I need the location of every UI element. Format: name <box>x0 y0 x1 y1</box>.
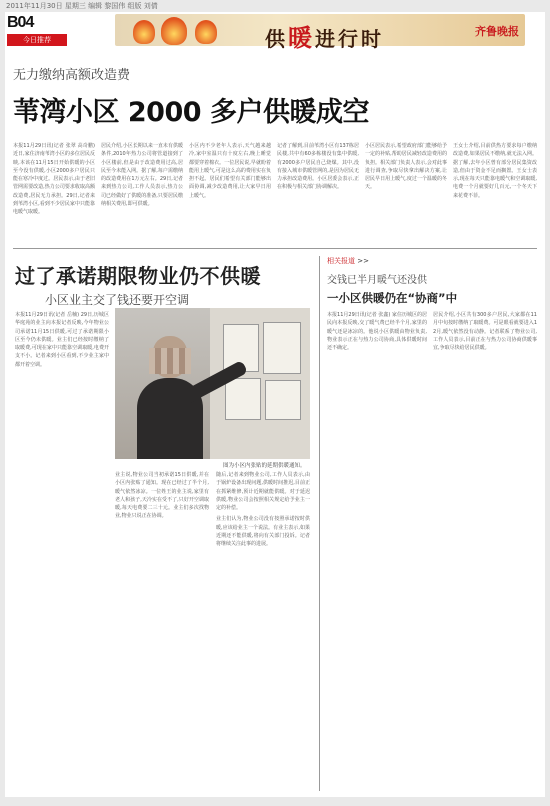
lower-column: 业主说,物业公司当初承诺15日供暖,并在小区内张贴了通知。现在已经过了半个月,暖气依然冰凉。一位姓王的业主说,家里有老人和孩子,天冷实在受不了,只好开空调取暖,每天电费要二三十元。业主们多次找物业,物业只说正在协调。 <box>115 472 209 520</box>
column-divider <box>319 256 320 791</box>
flame-icon <box>195 20 217 44</box>
lower-subhead: 小区业主交了钱还要开空调 <box>45 293 190 307</box>
top-story-headline: 苇湾小区 2000 多户供暖成空 <box>13 97 369 128</box>
notice-sheet <box>225 378 261 420</box>
lower-column: 随后,记者来到物业公司,工作人员表示,由于锅炉设备出现问题,供暖时间推迟,目前正在抓紧维修,预计近期就能供暖。对于延迟供暖,物业公司会按照相关规定给予业主一定的补偿。 业主们认为,物业公司没有按照承诺按时供暖,应该给业主一个说法。有业主表示,如果近期还不能供暖,将向有关部门投诉。记者将继续关注此事的进展。 <box>216 472 310 548</box>
pixelated-face <box>149 348 191 374</box>
column-label: 今日推荐 <box>7 34 67 46</box>
related-title: 交钱已半月暖气还没供 <box>327 275 427 286</box>
top-story-column: 小区居民表示,希望政府部门能够给予一定的补贴,帮助居民减轻改造费用的负担。相关部门负责人表示,会对此事进行调查,争取尽快拿出解决方案,让居民早日用上暖气,度过一个温暖的冬天。 <box>365 143 447 191</box>
news-photo <box>115 308 310 459</box>
top-story-column: 小区内不少老年人表示,天气越来越冷,家中室温只有十度左右,晚上睡觉都要穿着棉衣。一位居民说,早就盼着能用上暖气,可是这么高的费用实在负担不起。居民们希望有关部门能够出面协调,减少改造费用,让大家早日用上暖气。 <box>189 143 271 199</box>
flame-icon <box>133 20 155 44</box>
banner-mid: 暖 <box>288 23 315 52</box>
page-info-line: 2011年11月30日 星期三 编辑 黎国伟 组版 刘倩 <box>6 2 158 10</box>
top-story-column: 王女士介绍,目前供热方要求每户缴纳改造费,如果居民不缴纳,就无法入网。据了解,去年小区曾有部分居民集资改造,但由于资金不足而搁置。王女士表示,现在每天只能靠电暖气和空调取暖,电费一个月就要好几百元,一个冬天下来花费不菲。 <box>453 143 537 199</box>
related-reports <box>327 256 369 266</box>
top-story-column: 记者了解到,目前苇湾小区有137栋居民楼,共中有60多栋楼没有集中供暖,有2000多户居民自己烧煤。其中,没有接入城市供暖管网的,是因为居民无力承担改造费用。小区居委会表示,正在积极与相关部门协调解决。 <box>277 143 359 191</box>
lower-column: 业主们认为,物业公司没有按照承诺按时供暖,应该给业主一个说法。有业主表示,如果近期还不能供暖,将向有关部门投诉。记者将继续关注此事的进展。 <box>216 516 310 548</box>
section-divider <box>13 248 537 249</box>
related-label: 相关报道 <box>327 257 355 265</box>
notice-sheet <box>263 322 301 374</box>
right-column: 本报11月29日讯(记者 张鑫) 家住历城区的居民向本报反映,交了暖气费已经半个月,家里的暖气还是冰凉的。他说小区供暖由物业负责,物业表示正在与热力公司协商,具体供暖时间还不确定。 <box>327 312 427 352</box>
top-story-column: 居民介绍,小区长期以来一直未有供暖条件,2010年热力公司将管道接到了小区楼前,但是由于改造费用过高,居民至今未能入网。据了解,每户需缴纳的改造费用在1万元左右。29日,记者来到热力公司,工作人员表示,热力公司已经做好了供暖的准备,只要居民缴纳相关费用,即可供暖。 <box>101 143 183 208</box>
newspaper-page <box>5 12 545 797</box>
section-code: B04 <box>7 14 34 31</box>
notice-sheet <box>265 380 301 420</box>
masthead <box>5 12 545 52</box>
flame-icon <box>161 17 187 45</box>
paper-logo: 齐鲁晚报 <box>475 25 519 38</box>
lower-headline: 过了承诺期限物业仍不供暖 <box>15 264 261 288</box>
top-story-kicker: 无力缴纳高额改造费 <box>13 68 131 83</box>
right-column: 居民介绍,小区共有300多户居民,大家都在11月中旬按时缴纳了取暖费。可是眼看就要进入12月,暖气依然没有动静。记者联系了物业公司,工作人员表示,目前正在与热力公司协商供暖事宜,争取尽快给居民供暖。 <box>433 312 537 352</box>
photo-caption: 图为小区内张贴的延期供暖通知。 <box>223 463 306 469</box>
lower-column: 本报11月29日讯(记者 岳楠) 29日,历城区华庭苑的业主向本报记者反映,今年物业公司承诺11月15日供暖,可过了承诺期限小区至今仍未供暖。业主们已经按时缴纳了取暖费,可现在家中只能靠空调取暖,电费开支不小。记者来到小区看到,不少业主家中都开着空调。 <box>15 312 109 368</box>
banner-pre: 供 <box>265 27 288 51</box>
banner-post: 进行时 <box>315 27 384 51</box>
related-arrow: >> <box>357 257 369 265</box>
top-story-column: 本报11月29日讯(记者 张翠 高奇鹏) 近日,家住济南苇湾小区的多位居民反映,本该在11月15日开始供暖的小区至今没有供暖,小区2000多户居民只能在寒冷中度过。居民表示,由于老旧管网需要改造,热力公司要求收取高额改造费,居民无力承担。29日,记者来到苇湾小区,看到不少居民家中只能靠电暖气取暖。 <box>13 143 95 216</box>
banner-title <box>265 18 384 53</box>
related-headline: 一小区供暖仍在“协商”中 <box>327 291 458 305</box>
heating-banner <box>115 14 525 52</box>
